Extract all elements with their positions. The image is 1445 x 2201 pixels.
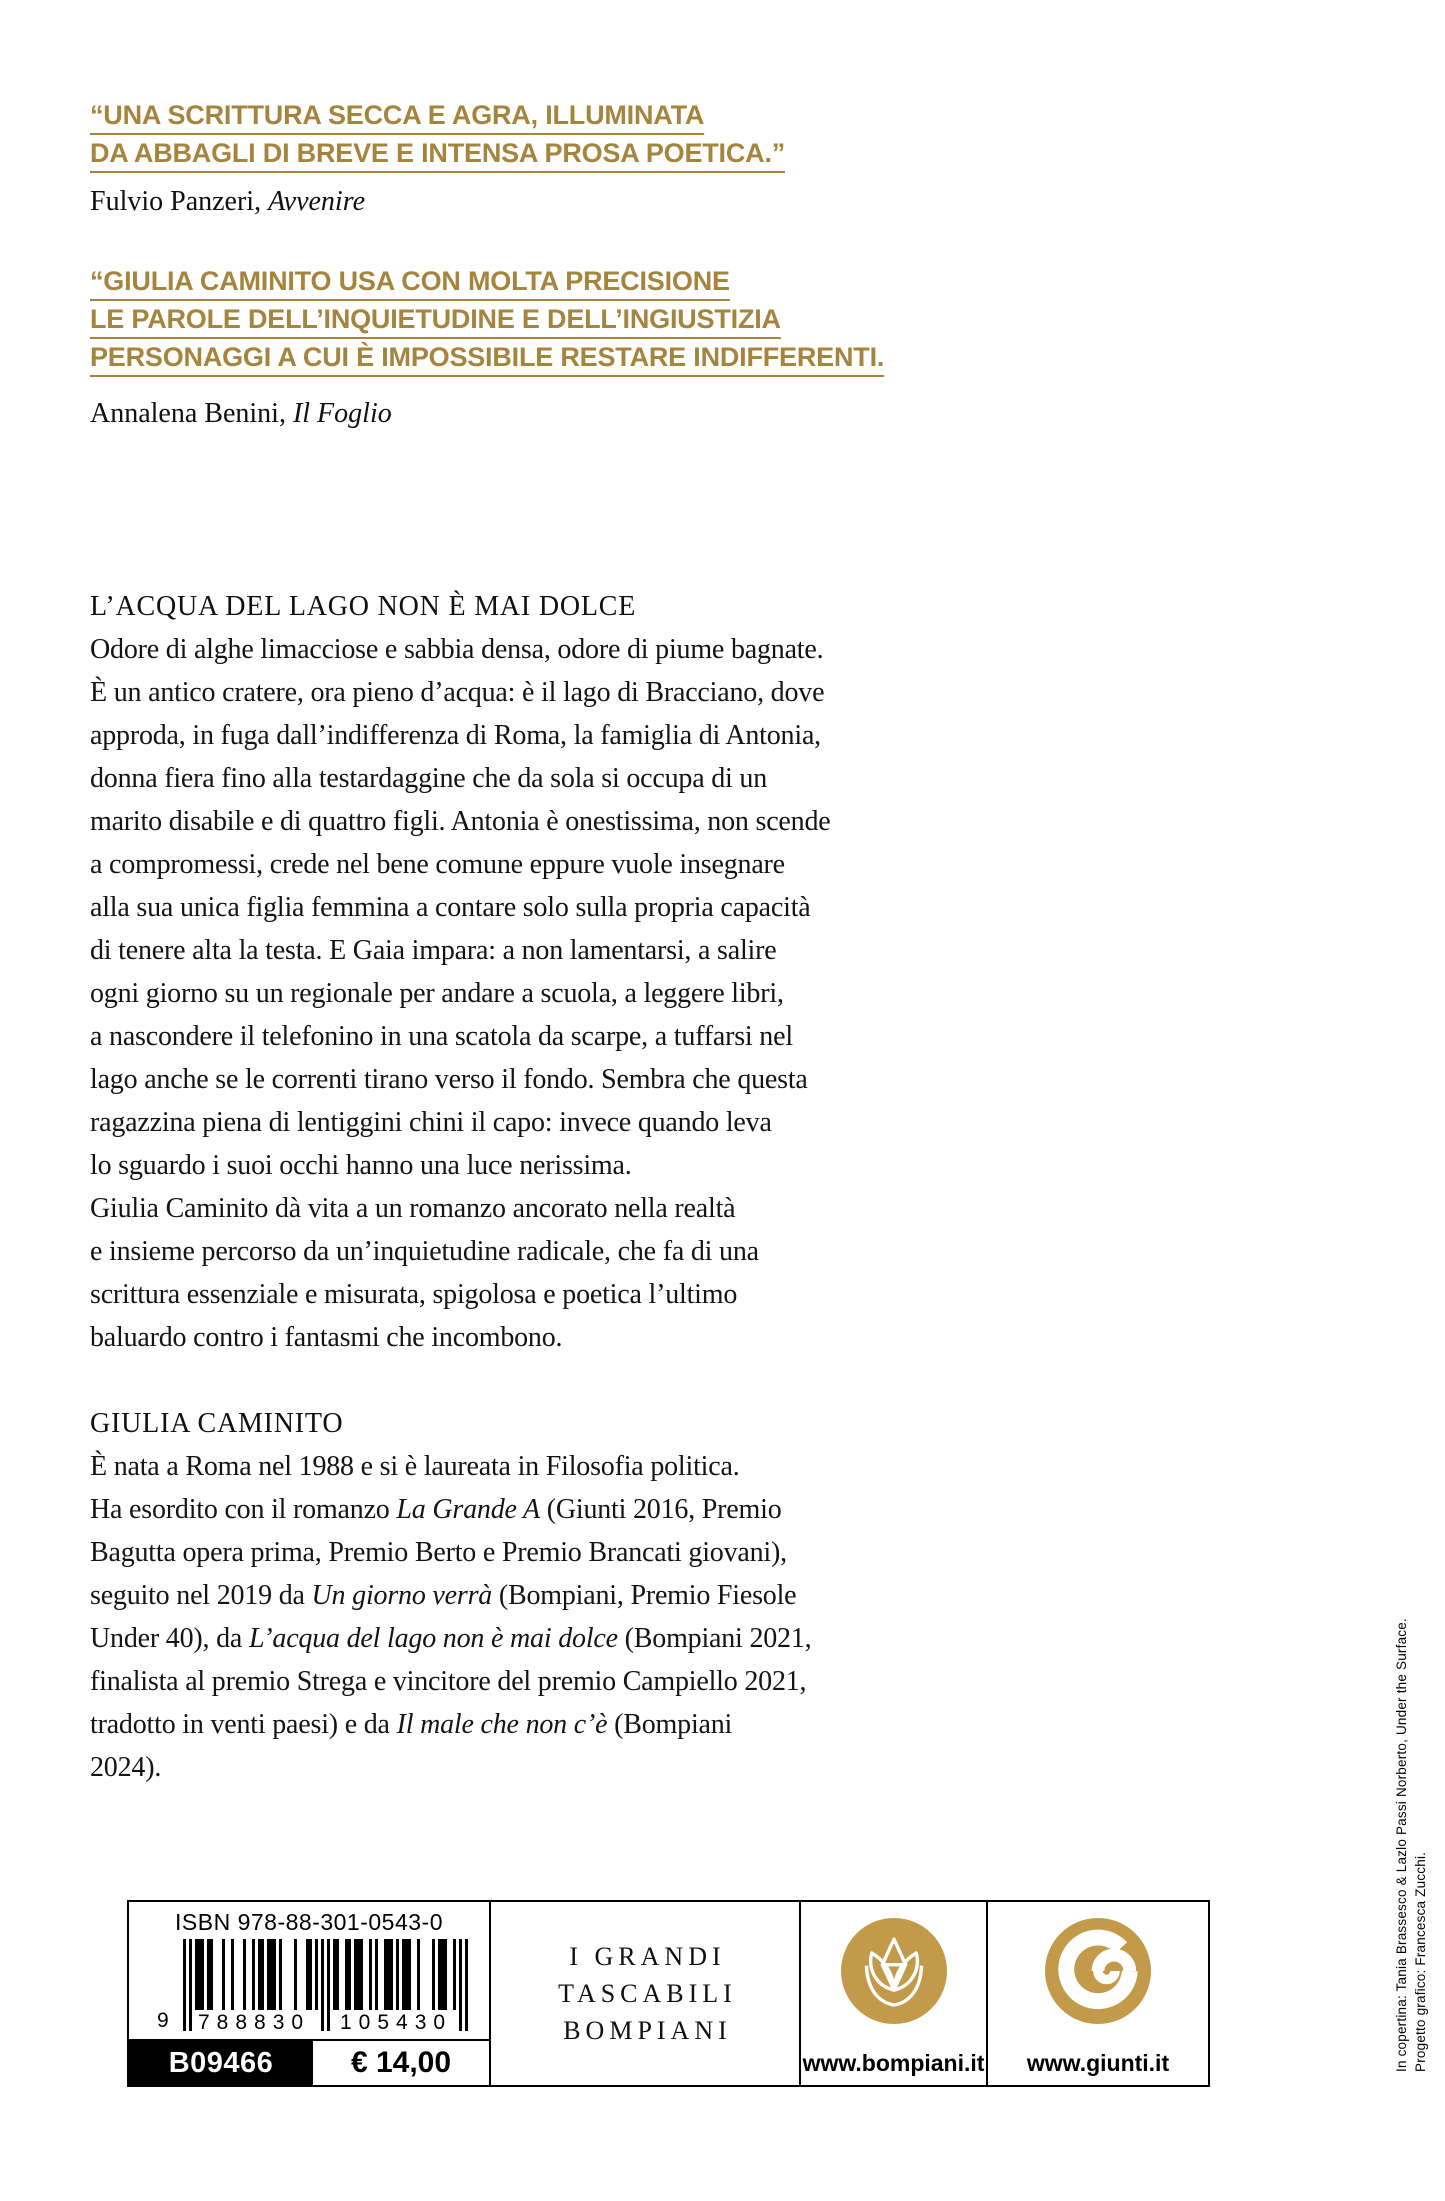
barcode-section: [129, 1902, 491, 2085]
giunti-logo-icon: [1045, 1918, 1151, 2024]
press-quote-2: [90, 262, 884, 434]
cover-credits: In copertina: Tania Brassesco & Lazlo Passi Norberto, Under the Surface. Progetto grafico: Francesca Zucchi.: [1394, 1618, 1428, 2072]
press-quote-1: [90, 96, 785, 222]
bompiani-logo-icon: [841, 1918, 947, 2024]
bompiani-section: [801, 1902, 988, 2085]
press-quote-1-attribution: Fulvio Panzeri, Avvenire: [90, 186, 365, 217]
bompiani-url: www.bompiani.it: [802, 2050, 985, 2076]
price-row: [129, 2039, 489, 2085]
author-name-heading: GIULIA CAMINITO: [90, 1408, 344, 1439]
giunti-section: [988, 1902, 1208, 2085]
press-quote-1-text: “UNA SCRITTURA SECCA E AGRA, ILLUMINATA DA ABBAGLI DI BREVE E INTENSA PROSA POETICA.”: [90, 100, 786, 168]
author-bio-text: È nata a Roma nel 1988 e si è laureata in Filosofia politica. Ha esordito con il romanzo La Grande A (Giunti 2016, Premio Bagutta opera prima, Premio Berto e Premio Brancati giovani), seguito nel 2019 da Un giorno verrà (Bompiani, Premio Fiesole Under 40), da L’acqua del lago non è mai dolce (Bompiani 2021, finalista al premio Strega e vincitore del premio Campiello 2021, tradotto in venti paesi) e da Il male che non c’è (Bompiani 2024).: [90, 1451, 812, 1783]
book-title: L’ACQUA DEL LAGO NON È MAI DOLCE: [90, 591, 637, 622]
ean-digit-group: 9: [157, 2009, 169, 2032]
book-blurb: [90, 585, 831, 1359]
author-bio: [90, 1402, 811, 1789]
ean-barcode: [157, 1939, 468, 2034]
press-quote-2-text: “GIULIA CAMINITO USA CON MOLTA PRECISIONE LE PAROLE DELL’INQUIETUDINE E DELL’INGIUSTIZIA PERSONAGGI A CUI È IMPOSSIBILE RESTARE INDIFFERENTI.: [90, 266, 885, 372]
price: € 14,00: [350, 2046, 452, 2079]
ean-digit-group: 105430: [340, 2011, 453, 2034]
book-blurb-text: Odore di alghe limacciose e sabbia densa, odore di piume bagnate. È un antico cratere, ora pieno d’acqua: è il lago di Bracciano, dove approda, in fuga dall’indifferenza di Roma, la famiglia di Antonia, donna fiera fino alla testardaggine che da sola si occupa di un marito disabile e di quattro figli. Antonia è onestissima, non scende a compromessi, crede nel bene comune eppure vuole insegnare alla sua unica figlia femmina a contare solo sulla propria capacità di tenere alta la testa. E Gaia impara: a non lamentarsi, a salire ogni giorno su un regionale per andare a scuola, a leggere libri, a nascondere il telefonino in una scatola da scarpe, a tuffarsi nel lago anche se le correnti tirano verso il fondo. Sembra che questa ragazzina piena di lentiggini chini il capo: invece quando leva lo sguardo i suoi occhi hanno una luce nerissima. Giulia Caminito dà vita a un romanzo ancorato nella realtà e insieme percorso da un’inquietudine radicale, che fa di una scrittura essenziale e misurata, spigolosa e poetica l’ultimo baluardo contro i fantasmi che incombono.: [90, 634, 831, 1353]
edition-code: B09466: [129, 2041, 313, 2085]
giunti-url: www.giunti.it: [1026, 2050, 1170, 2076]
ean-digit-group: 788830: [198, 2011, 311, 2034]
series-label: I GRANDI TASCABILI BOMPIANI: [491, 1902, 801, 2085]
press-quote-2-attribution: Annalena Benini, Il Foglio: [90, 398, 392, 429]
isbn-label: ISBN 978-88-301-0543-0: [175, 1909, 443, 1935]
footer-box: [127, 1900, 1210, 2087]
